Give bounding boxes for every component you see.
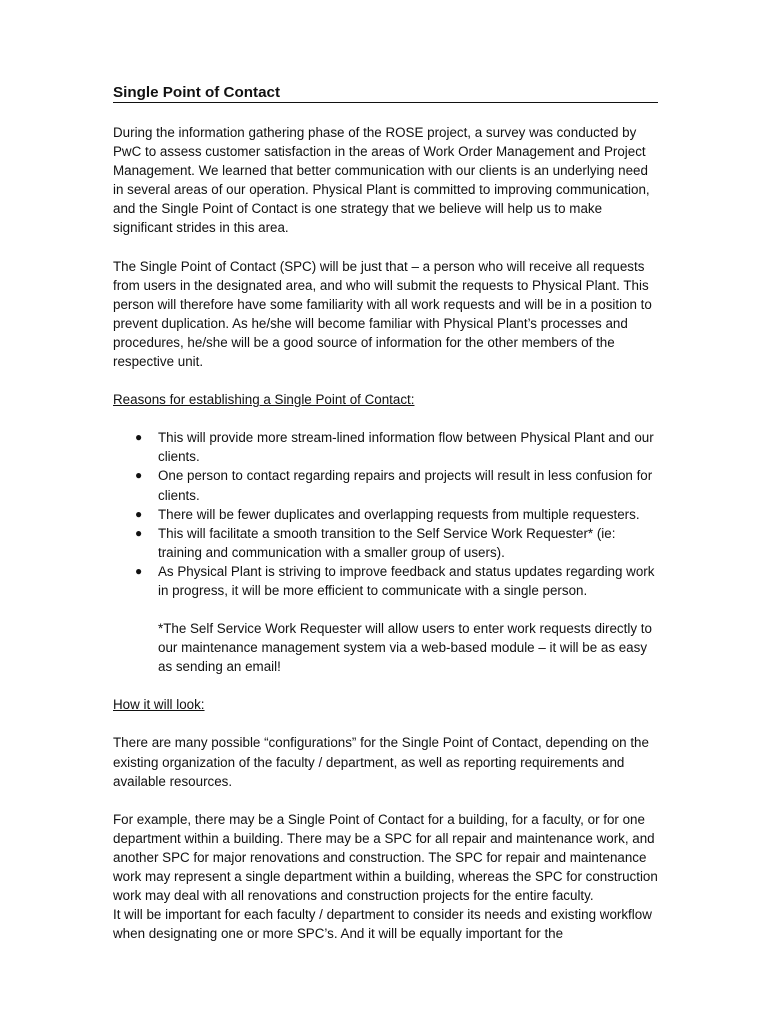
considerations-paragraph: It will be important for each faculty / department to consider its needs and existing workflow when designating one or more SPC’s. And it will be equally important for the: [113, 907, 652, 942]
reasons-heading: Reasons for establishing a Single Point of Contact:: [113, 392, 415, 408]
reason-text: As Physical Plant is striving to improve feedback and status updates regarding work in progress, it will be more efficient to communicate with a single person.: [158, 563, 655, 598]
bullet-icon: ●: [135, 506, 143, 521]
bullet-icon: ●: [135, 468, 143, 483]
document-title: Single Point of Contact: [113, 84, 281, 101]
reason-item: [113, 562, 658, 600]
bullet-icon: ●: [135, 430, 143, 445]
document-page: [113, 83, 658, 943]
bullet-icon: ●: [135, 563, 143, 578]
reason-text: This will provide more stream-lined information flow between Physical Plant and our clients.: [158, 430, 654, 465]
self-service-footnote: *The Self Service Work Requester will allow users to enter work requests directly to our maintenance management system via a web-based module – it will be as easy as sending an email!: [158, 621, 652, 675]
reasons-list: [113, 428, 658, 600]
example-paragraph: For example, there may be a Single Point of Contact for a building, for a faculty, or for one department within a building. There may be a SPC for all repair and maintenance work, and another SPC for major renovations and construction. The SPC for repair and maintenance work may represent a single department within a building, whereas the SPC for construction work may deal with all renovations and construction projects for the entire faculty.: [113, 811, 658, 904]
spc-paragraph: The Single Point of Contact (SPC) will be just that – a person who will receive all requests from users in the designated area, and who will submit the requests to Physical Plant. This person will therefore have some familiarity with all work requests and will be in a position to prevent duplication. As he/she will become familiar with Physical Plant’s processes and procedures, he/she will be a good source of information for the other members of the respective unit.: [113, 258, 652, 370]
configurations-paragraph: There are many possible “configurations” for the Single Point of Contact, depending on the existing organization of the faculty / department, as well as reporting requirements and available resources.: [113, 735, 649, 789]
reason-text: This will facilitate a smooth transition to the Self Service Work Requester* (ie: training and communication with a smaller group of users).: [158, 525, 616, 560]
reason-text: There will be fewer duplicates and overlapping requests from multiple requesters.: [158, 506, 640, 522]
reason-item: [113, 428, 658, 466]
reason-text: One person to contact regarding repairs and projects will result in less confusion for clients.: [158, 468, 653, 503]
reason-item: [113, 505, 658, 524]
bullet-icon: ●: [135, 525, 143, 540]
title-row: [113, 83, 658, 103]
reason-item: [113, 466, 658, 504]
how-it-will-look-heading: How it will look:: [113, 697, 205, 713]
reason-item: [113, 524, 658, 562]
intro-paragraph: During the information gathering phase of the ROSE project, a survey was conducted by PwC to assess customer satisfaction in the areas of Work Order Management and Project Management. We learned that better communication with our clients is an underlying need in several areas of our operation. Physical Plant is committed to improving communication, and the Single Point of Contact is one strategy that we believe will help us to make significant strides in this area.: [113, 125, 650, 236]
